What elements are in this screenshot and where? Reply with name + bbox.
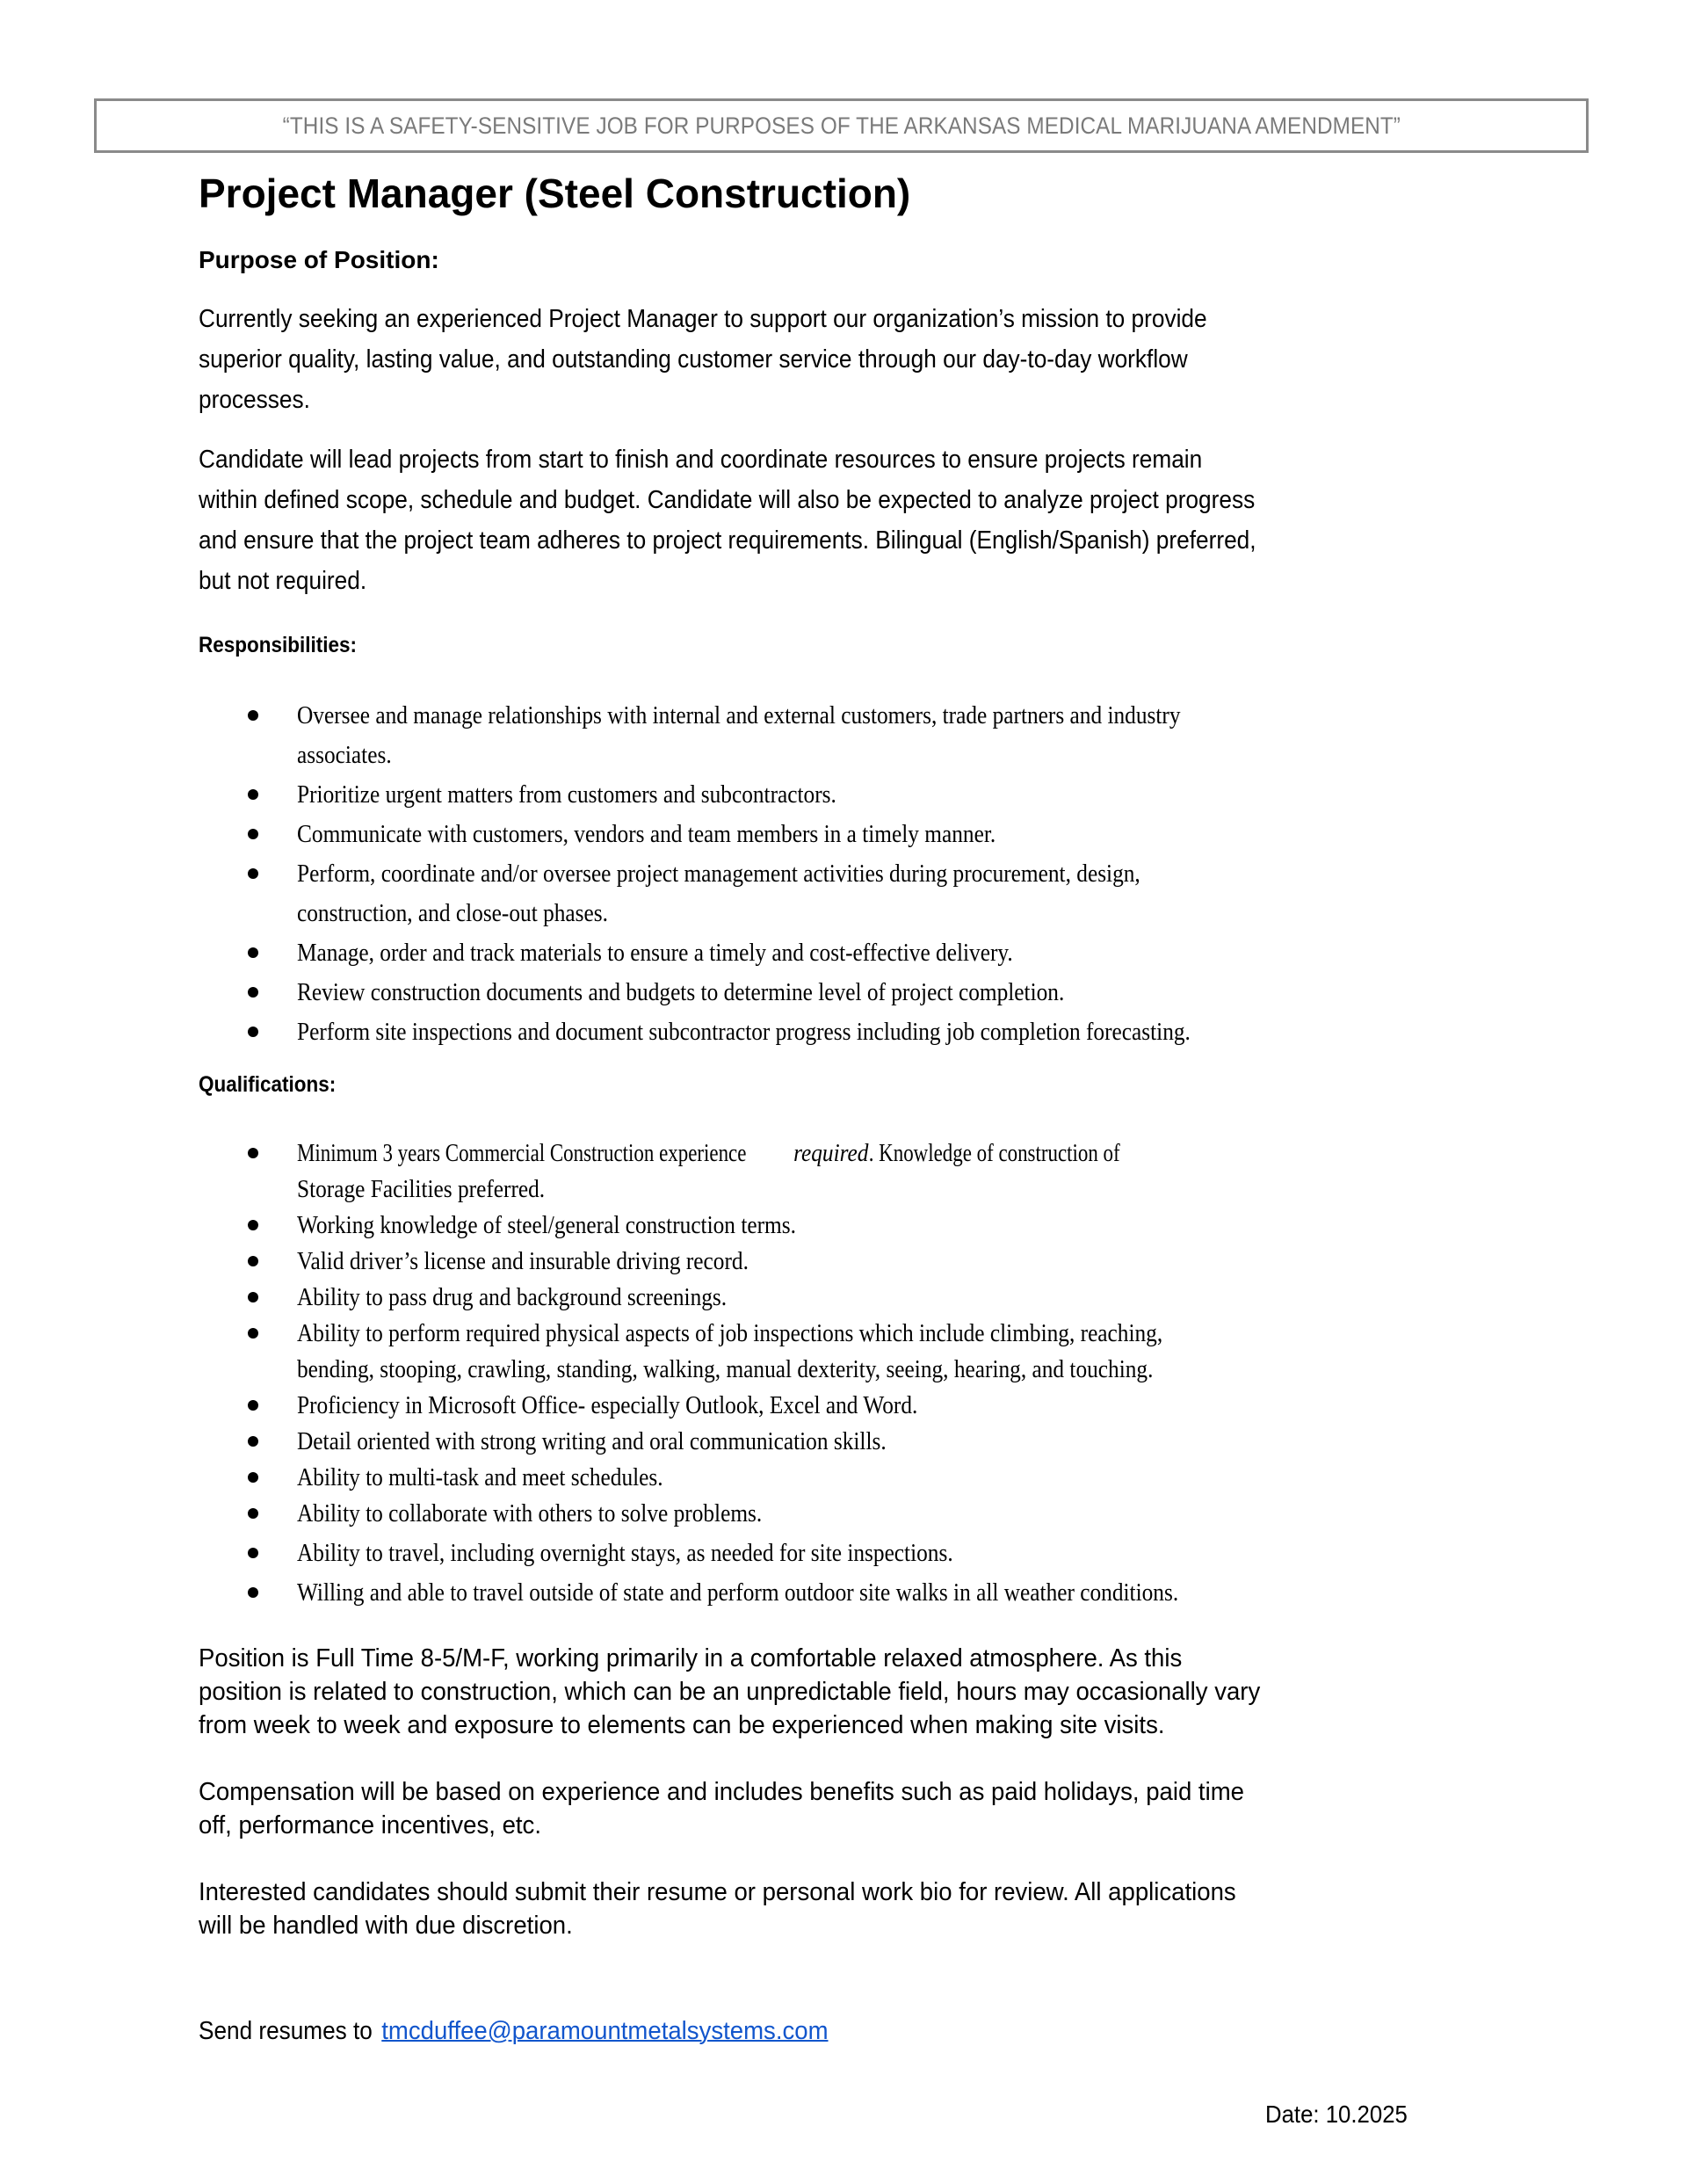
bullet-icon [248,1148,258,1158]
send-resumes-label: Send resumes to [199,2017,373,2045]
list-item: Perform site inspections and document subcontractor progress including job completion forecasting. [199,1012,1517,1052]
bullet-icon [248,710,258,721]
responsibilities-heading: Responsibilities: [199,633,358,657]
list-item: Proficiency in Microsoft Office- especially Outlook, Excel and Word. [199,1388,1517,1424]
list-item: Oversee and manage relationships with internal and external customers, trade partners and industry associates. [199,696,1517,775]
text-line: Currently seeking an experienced Project Manager to support our organization’s mission to provide [199,305,1207,333]
list-item: Ability to perform required physical aspects of job inspections which include climbing, reaching, bending, stooping, crawling, standing, walking, manual dexterity, seeing, hearing, and touching. [199,1316,1517,1388]
qualifications-heading: Qualifications: [199,1072,337,1097]
list-item: Manage, order and track materials to ensure a timely and cost-effective delivery. [199,933,1517,973]
bullet-icon [248,947,258,958]
send-resumes-line [199,2014,1517,2048]
text-line: superior quality, lasting value, and outstanding customer service through our day-to-day workflow [199,345,1188,374]
banner-text: “THIS IS A SAFETY-SENSITIVE JOB FOR PURPOSES OF THE ARKANSAS MEDICAL MARIJUANA AMENDMENT” [282,112,1401,139]
apply-paragraph: Interested candidates should submit their resume or personal work bio for review. All applications will be handled with due discretion. [199,1878,1236,1940]
purpose-paragraph-1 [199,299,1517,420]
list-item: Detail oriented with strong writing and oral communication skills. [199,1424,1517,1460]
list-item: Ability to pass drug and background screenings. [199,1280,1517,1316]
purpose-heading: Purpose of Position: [199,246,439,273]
list-item: Valid driver’s license and insurable driving record. [199,1244,1517,1280]
document-date: Date: 10.2025 [1265,2101,1408,2128]
bullet-icon [248,829,258,839]
list-item: Working knowledge of steel/general construction terms. [199,1208,1517,1244]
list-item: Ability to collaborate with others to solve problems. [199,1496,1517,1532]
text-line: and ensure that the project team adheres to project requirements. Bilingual (English/Spanish) preferred, [199,526,1256,555]
bullet-icon [248,1400,258,1411]
bullet-icon [248,789,258,800]
safety-sensitive-banner [94,98,1589,153]
list-item: Minimum 3 years Commercial Construction experiencerequired. Knowledge of construction of Storage Facilities preferred. [199,1136,1517,1208]
text-line: processes. [199,386,310,414]
emphasis-required: required [793,1140,869,1167]
text-line: but not required. [199,567,367,595]
bullet-icon [248,1292,258,1302]
bullet-icon [248,1436,258,1447]
text-line: Candidate will lead projects from start to finish and coordinate resources to ensure projects remain [199,446,1203,474]
list-item: Willing and able to travel outside of state and perform outdoor site walks in all weather conditions. [199,1575,1517,1611]
bullet-icon [248,868,258,879]
compensation-paragraph: Compensation will be based on experience and includes benefits such as paid holidays, paid time off, performance incentives, etc. [199,1778,1244,1839]
text-line: within defined scope, schedule and budget. Candidate will also be expected to analyze project progress [199,486,1256,514]
schedule-paragraph: Position is Full Time 8-5/M-F, working primarily in a comfortable relaxed atmosphere. As this position is related to construction, which can be an unpredictable field, hours may occasionally vary from week to week and exposure to elements can be experienced when making site visits. [199,1644,1261,1739]
responsibilities-list [199,696,1517,1052]
list-item: Ability to multi-task and meet schedules. [199,1460,1517,1496]
bullet-icon [248,1472,258,1483]
list-item: Review construction documents and budgets to determine level of project completion. [199,973,1517,1012]
qualifications-list [199,1136,1517,1611]
bullet-icon [248,1548,258,1558]
bullet-icon [248,1508,258,1519]
bullet-icon [248,1220,258,1230]
list-item: Ability to travel, including overnight stays, as needed for site inspections. [199,1535,1517,1571]
bullet-icon [248,1328,258,1339]
list-item: Communicate with customers, vendors and team members in a timely manner. [199,815,1517,854]
email-link[interactable]: tmcduffee@paramountmetalsystems.com [381,2017,829,2045]
bullet-icon [248,987,258,998]
bullet-icon [248,1027,258,1037]
purpose-paragraph-2 [199,439,1517,601]
bullet-icon [248,1587,258,1598]
list-item: Prioritize urgent matters from customers and subcontractors. [199,775,1517,815]
bullet-icon [248,1256,258,1266]
page-title: Project Manager (Steel Construction) [199,171,911,216]
list-item: Perform, coordinate and/or oversee project management activities during procurement, design, construction, and close-out phases. [199,854,1517,933]
